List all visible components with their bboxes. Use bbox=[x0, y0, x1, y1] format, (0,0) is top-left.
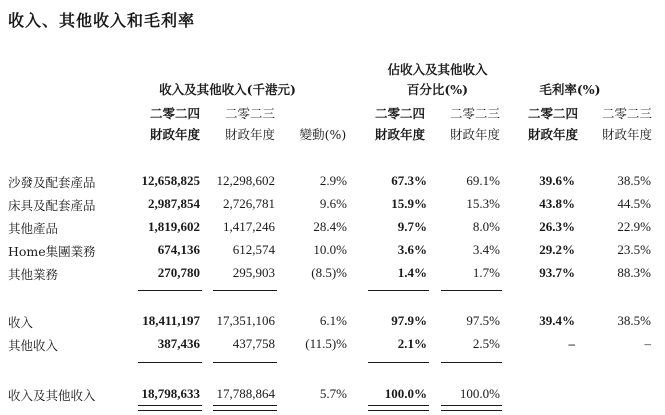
subtotal-rule-rev2024 bbox=[138, 290, 202, 291]
row-sofa-share2023: 69.1% bbox=[466, 173, 500, 188]
row-other-products-margin2024: 26.3% bbox=[539, 219, 575, 234]
row-other-business-share2024: 1.4% bbox=[397, 265, 427, 280]
row-bedding-rev2024: 2,987,854 bbox=[148, 196, 200, 211]
double-rule-share2023 bbox=[441, 405, 502, 411]
rev-2024-fy-header: 財政年度 bbox=[149, 127, 200, 142]
row-revenue-change: 6.1% bbox=[319, 313, 347, 328]
row-total-share2023: 100.0% bbox=[459, 386, 500, 401]
margin-2023-fy-header: 財政年度 bbox=[601, 127, 652, 142]
share-2024-year-header: 二零二四 bbox=[374, 106, 425, 121]
row-other-income-rev2023: 437,758 bbox=[232, 336, 275, 351]
row-other-business-share2023: 1.7% bbox=[472, 265, 500, 280]
row-revenue-margin2024: 39.4% bbox=[539, 313, 575, 328]
row-other-income-change: (11.5)% bbox=[305, 336, 347, 351]
rev-2024-year-header: 二零二四 bbox=[149, 106, 200, 121]
row-label-other-business: 其他業務 bbox=[8, 267, 59, 282]
row-other-products-rev2023: 1,417,246 bbox=[223, 219, 275, 234]
row-total-change: 5.7% bbox=[319, 386, 347, 401]
share-2024-fy-header: 財政年度 bbox=[374, 127, 425, 142]
row-revenue-margin2023: 38.5% bbox=[617, 313, 651, 328]
double-rule-share2024 bbox=[368, 405, 429, 411]
margin-group-header: 毛利率(%) bbox=[539, 82, 601, 97]
row-bedding-share2024: 15.9% bbox=[391, 196, 427, 211]
row-total-share2024: 100.0% bbox=[384, 386, 427, 401]
row-sofa-margin2023: 38.5% bbox=[617, 173, 651, 188]
rev-2023-year-header: 二零二三 bbox=[224, 106, 275, 121]
row-other-products-share2024: 9.7% bbox=[397, 219, 427, 234]
row-other-products-margin2023: 22.9% bbox=[617, 219, 651, 234]
row-revenue-rev2024: 18,411,197 bbox=[142, 313, 200, 328]
page-title: 收入、其他收入和毛利率 bbox=[8, 11, 196, 30]
share-group-header-line1: 佔收入及其他收入 bbox=[387, 62, 488, 77]
row-label-total: 收入及其他收入 bbox=[8, 388, 96, 403]
margin-2024-year-header: 二零二四 bbox=[527, 106, 578, 121]
row-sofa-change: 2.9% bbox=[319, 173, 347, 188]
change-header: 變動(%) bbox=[299, 127, 347, 142]
subtotal-rule-rev2023 bbox=[213, 290, 277, 291]
row-home-group-margin2023: 23.5% bbox=[617, 242, 651, 257]
row-total-rev2023: 17,788,864 bbox=[216, 386, 275, 401]
row-other-income-share2023: 2.5% bbox=[472, 336, 500, 351]
total-rule-share2023 bbox=[441, 362, 502, 363]
row-other-business-change: (8.5)% bbox=[311, 265, 347, 280]
row-sofa-rev2024: 12,658,825 bbox=[141, 173, 200, 188]
row-bedding-margin2023: 44.5% bbox=[617, 196, 651, 211]
row-other-business-rev2023: 295,903 bbox=[232, 265, 275, 280]
share-2023-year-header: 二零二三 bbox=[449, 106, 500, 121]
row-other-income-margin2023: – bbox=[644, 336, 651, 351]
total-rule-rev2024 bbox=[138, 362, 202, 363]
subtotal-rule-share2023 bbox=[441, 290, 502, 291]
rev-2023-fy-header: 財政年度 bbox=[224, 127, 275, 142]
subtotal-rule-share2024 bbox=[368, 290, 429, 291]
row-sofa-share2024: 67.3% bbox=[391, 173, 427, 188]
row-revenue-share2023: 97.5% bbox=[466, 313, 500, 328]
row-other-income-rev2024: 387,436 bbox=[157, 336, 200, 351]
row-home-group-change: 10.0% bbox=[313, 242, 347, 257]
row-label-revenue: 收入 bbox=[8, 315, 34, 330]
row-home-group-margin2024: 29.2% bbox=[539, 242, 575, 257]
total-rule-rev2023 bbox=[213, 362, 277, 363]
row-other-products-rev2024: 1,819,602 bbox=[148, 219, 200, 234]
row-label-other-income: 其他收入 bbox=[8, 338, 59, 353]
row-other-income-margin2024: – bbox=[568, 336, 575, 351]
row-other-business-rev2024: 270,780 bbox=[157, 265, 200, 280]
row-bedding-share2023: 15.3% bbox=[466, 196, 500, 211]
share-group-header-line2: 百分比(%) bbox=[406, 82, 469, 97]
row-bedding-margin2024: 43.8% bbox=[539, 196, 575, 211]
row-home-group-share2023: 3.4% bbox=[472, 242, 500, 257]
share-2023-fy-header: 財政年度 bbox=[449, 127, 500, 142]
row-revenue-rev2023: 17,351,106 bbox=[216, 313, 275, 328]
row-bedding-rev2023: 2,726,781 bbox=[223, 196, 275, 211]
row-label-other-products: 其他產品 bbox=[8, 221, 59, 236]
row-total-rev2024: 18,798,633 bbox=[141, 386, 200, 401]
row-label-home-group: Home集團業務 bbox=[8, 244, 96, 259]
row-other-products-change: 28.4% bbox=[313, 219, 347, 234]
row-other-products-share2023: 8.0% bbox=[472, 219, 500, 234]
row-home-group-rev2023: 612,574 bbox=[232, 242, 275, 257]
row-home-group-rev2024: 674,136 bbox=[157, 242, 200, 257]
double-rule-rev2024 bbox=[138, 405, 202, 411]
row-other-business-margin2023: 88.3% bbox=[617, 265, 651, 280]
double-rule-rev2023 bbox=[213, 405, 277, 411]
row-label-bedding: 床具及配套產品 bbox=[8, 198, 96, 213]
row-revenue-share2024: 97.9% bbox=[391, 313, 427, 328]
revenue-group-header bbox=[140, 80, 315, 98]
row-sofa-margin2024: 39.6% bbox=[539, 173, 575, 188]
margin-2023-year-header: 二零二三 bbox=[601, 106, 652, 121]
row-home-group-share2024: 3.6% bbox=[397, 242, 427, 257]
row-label-sofa: 沙發及配套產品 bbox=[8, 175, 96, 190]
revenue-group-label: 收入及其他收入(千港元) bbox=[159, 82, 296, 97]
row-sofa-rev2023: 12,298,602 bbox=[216, 173, 275, 188]
row-other-business-margin2024: 93.7% bbox=[539, 265, 575, 280]
row-other-income-share2024: 2.1% bbox=[397, 336, 427, 351]
margin-2024-fy-header: 財政年度 bbox=[527, 127, 578, 142]
row-bedding-change: 9.6% bbox=[319, 196, 347, 211]
total-rule-share2024 bbox=[368, 362, 429, 363]
